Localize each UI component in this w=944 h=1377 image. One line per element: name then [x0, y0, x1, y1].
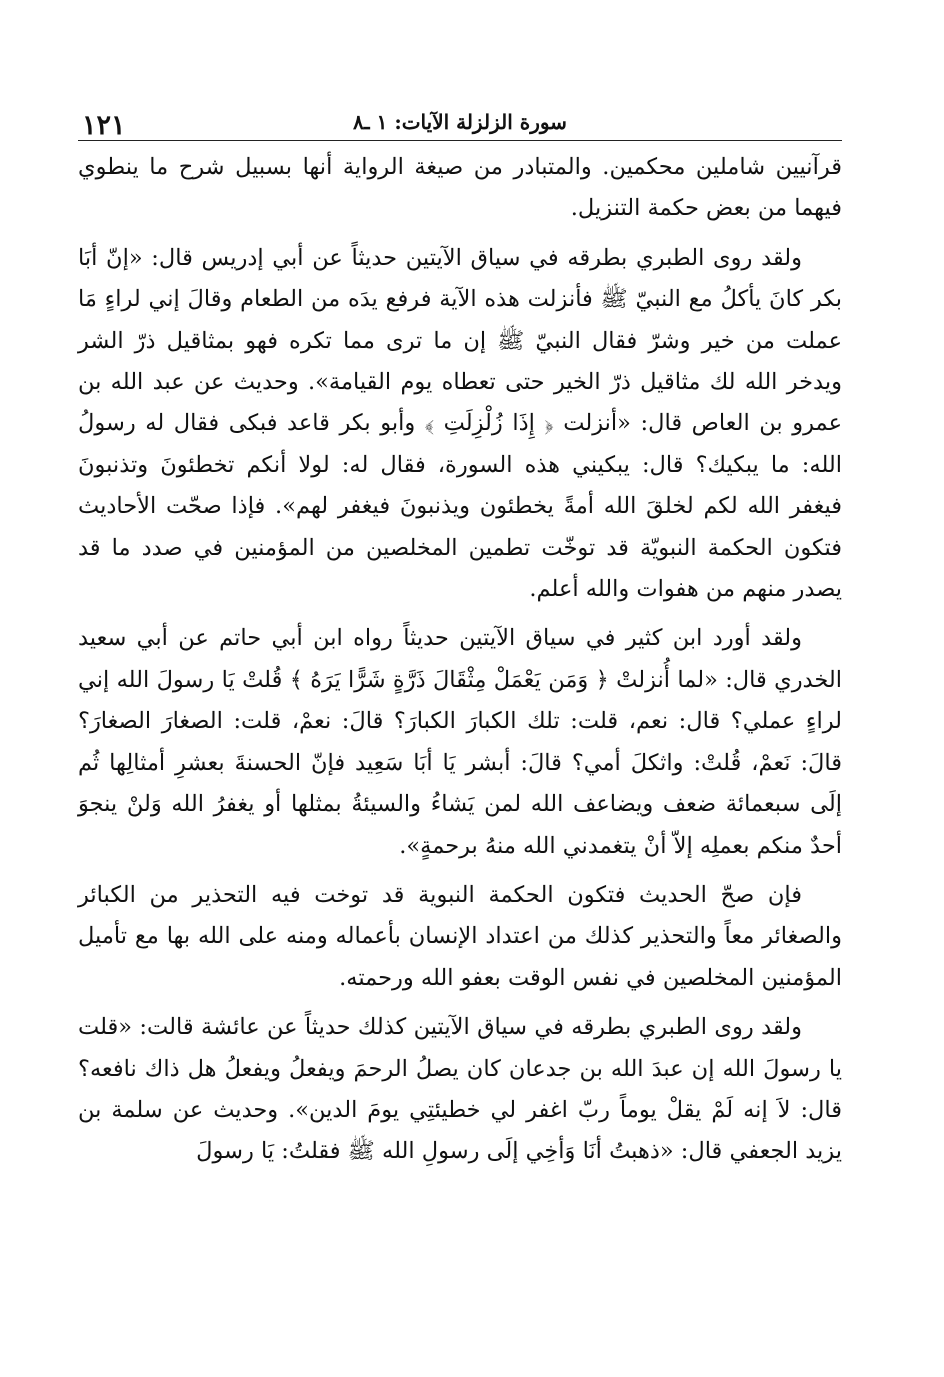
chapter-title: سورة الزلزلة الآيات: ١ ـ٨	[353, 110, 567, 134]
paragraph: ولقد روى الطبري بطرقه في سياق الآيتين كذلك حديثاً عن عائشة قالت: «قلت يا رسولَ الله إن عبدَ الله بن جدعان كان يصلُ الرحمَ ويفعلُ ويفعلُ هل ذاك نافعه؟ قال: لاَ إنه لَمْ يقلْ يوماً ربّ اغفر لي خطيئتِي يومَ الدين». وحديث عن سلمة بن يزيد الجعفي قال: «ذهبتُ أنَا وَأخِي إلَى رسولِ الله ﷺ فقلتُ: يَا رسولَ	[78, 1014, 842, 1165]
paragraph: ولقد أورد ابن كثير في سياق الآيتين حديثاً رواه ابن أبي حاتم عن أبي سعيد الخدري قال: «لما أُنزلتْ ﴿ وَمَن يَعْمَلْ مِثْقَالَ ذَرَّةٍ شَرًّا يَرَهُ ﴾ قُلتْ يَا رسولَ الله إني لراءٍ عملي؟ قال: نعم، قلت: تلك الكبارَ الكبارَ؟ قالَ: نعمْ، قلت: الصغارَ الصغارَ؟ قالَ: نَعمْ، قُلتْ: واثكلَ أمي؟ قالَ: أبشر يَا أبَا سَعِيد فإنّ الحسنةَ بعشرِ أمثالِها ثُم إلَى سبعمائة ضعف ويضاعف الله لمن يَشاءُ والسيئةُ بمثلها أو يغفرُ الله وَلنْ ينجوَ أحدٌ منكم بعملِه إلاّ أنْ يتغمدني الله منهُ برحمةٍ».	[78, 625, 842, 859]
paragraph: قرآنيين شاملين محكمين. والمتبادر من صيغة الرواية أنها بسبيل شرح ما ينطوي فيهما من بعض حكمة التنزيل.	[78, 154, 842, 222]
body-text	[78, 147, 842, 1173]
running-header	[78, 96, 842, 141]
paragraph: فإن صحّ الحديث فتكون الحكمة النبوية قد توخت فيه التحذير من الكبائر والصغائر معاً والتحذير كذلك من اعتداد الإنسان بأعماله ومنه على الله بها مع تأميل المؤمنين المخلصين في نفس الوقت بعفو الله ورحمته.	[78, 881, 842, 991]
page-number: ١٢١	[82, 110, 126, 141]
paragraph: ولقد روى الطبري بطرقه في سياق الآيتين حديثاً عن أبي إدريس قال: «إنّ أبَا بكر كانَ يأكلُ مع النبيّ ﷺ فأنزلت هذه الآية فرفع يدَه من الطعام وقالَ إني لراءٍ مَا عملت من خير وشرّ فقال النبيّ ﷺ إن ما ترى مما تكره فهو بمثاقيل ذرّ الشر ويدخر الله لك مثاقيل ذرّ الخير حتى تعطاه يوم القيامة». وحديث عن عبد الله بن عمرو بن العاص قال: «أنزلت ﴿ إِذَا زُلْزِلَتِ ﴾ وأبو بكر قاعد فبكى فقال له رسولُ الله: ما يبكيك؟ قال: يبكيني هذه السورة، فقال له: لولا أنكم تخطئونَ وتذنبونَ فيغفر الله لكم لخلقَ الله أمةً يخطئون ويذنبونَ فيغفر لهم». فإذا صحّت الأحاديث فتكون الحكمة النبويّة قد توخّت تطمين المخلصين من المؤمنين في صدد ما قد يصدر منهم من هفوات والله أعلم.	[78, 244, 842, 603]
book-page	[78, 96, 842, 1296]
